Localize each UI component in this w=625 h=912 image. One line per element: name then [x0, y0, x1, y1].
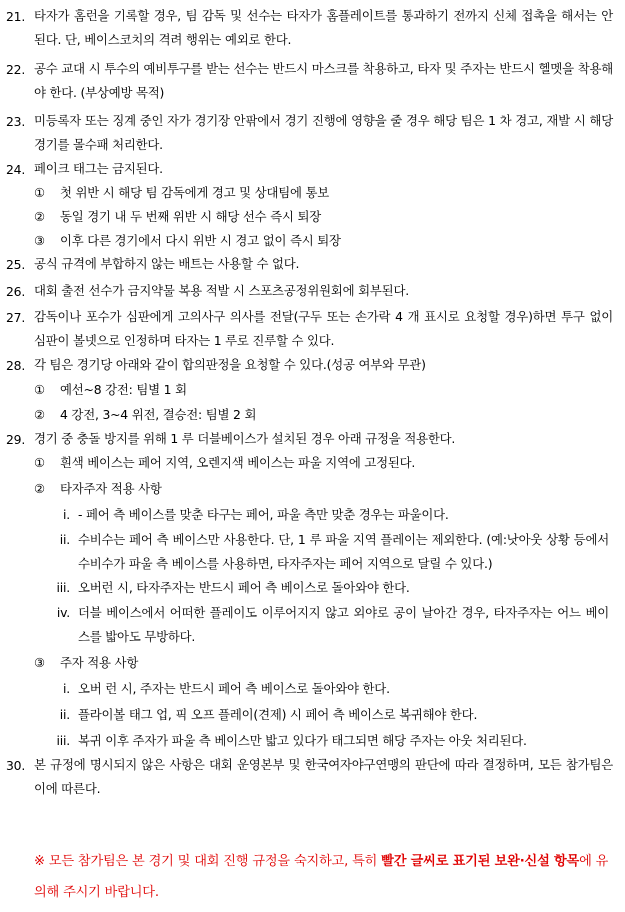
item-number-21: 21.: [6, 9, 26, 24]
item-text-30: 본 규정에 명시되지 않은 사항은 대회 운영본부 및 한국여자야구연맹의 판단에 따라 결정하며, 모든 참가팀은 이에 따른다.: [34, 757, 613, 796]
sub-mark-29-2: ②: [34, 481, 45, 496]
item-number-28: 28.: [6, 358, 26, 373]
sub-text-24-1: 첫 위반 시 해당 팀 감독에게 경고 및 상대팀에 통보: [60, 185, 330, 200]
item-text-25: 공식 규격에 부합하지 않는 배트는 사용할 수 없다.: [34, 256, 300, 271]
roman-mark-2-i: i.: [63, 507, 70, 522]
sub-mark-29-3: ③: [34, 655, 45, 670]
roman-text-3-iii: 복귀 이후 주자가 파울 측 베이스만 밟고 있다가 태그되면 해당 주자는 아웃 처리된다.: [78, 733, 527, 748]
item-number-22: 22.: [6, 62, 26, 77]
item-text-28: 각 팀은 경기당 아래와 같이 합의판정을 요청할 수 있다.(성공 여부와 무관): [34, 357, 426, 372]
item-number-24: 24.: [6, 162, 26, 177]
sub-text-29-1: 흰색 베이스는 페어 지역, 오렌지색 베이스는 파울 지역에 고정된다.: [60, 455, 416, 470]
sub-mark-28-2: ②: [34, 407, 45, 422]
item-number-23: 23.: [6, 114, 26, 129]
notice-text-start: ※ 모든 참가팀은 본 경기 및 대회 진행 규정을 숙지하고, 특히: [34, 854, 382, 869]
item-text-24: 페이크 태그는 금지된다.: [34, 161, 163, 176]
sub-mark-29-1: ①: [34, 455, 45, 470]
roman-mark-3-ii: ii.: [59, 707, 70, 722]
item-number-29: 29.: [6, 432, 26, 447]
item-text-21: 타자가 홈런을 기록할 경우, 팀 감독 및 선수는 타자가 홈플레이트를 통과하기 전까지 신체 접촉을 해서는 안 된다. 단, 베이스코치의 격려 행위는 예외로 한다.: [34, 8, 613, 47]
sub-mark-24-2: ②: [34, 209, 45, 224]
notice-highlight: 빨간 글씨로 표기된 보완·신설 항목: [381, 854, 580, 869]
roman-text-2-iii: 오버런 시, 타자주자는 반드시 페어 측 베이스로 돌아와야 한다.: [78, 580, 410, 595]
sub-text-29-3: 주자 적용 사항: [60, 655, 139, 670]
roman-text-2-i: - 페어 측 베이스를 맞춘 타구는 페어, 파울 측만 맞춘 경우는 파울이다.: [78, 507, 449, 522]
item-number-26: 26.: [6, 284, 26, 299]
roman-mark-2-iv: iv.: [56, 605, 70, 620]
roman-mark-2-iii: iii.: [56, 580, 70, 595]
sub-mark-28-1: ①: [34, 382, 45, 397]
sub-mark-24-3: ③: [34, 233, 45, 248]
item-number-30: 30.: [6, 758, 26, 773]
notice-paragraph: [34, 846, 611, 908]
notice-text-end: 에 유의해 주시기 바랍니다.: [34, 854, 609, 900]
item-text-27: 감독이나 포수가 심판에게 고의사구 의사를 전달(구두 또는 손가락 4 개 표시로 요청할 경우)하면 투구 없이 심판이 볼넷으로 인정하며 타자는 1 루로 진루할 수 있다.: [34, 309, 613, 348]
sub-text-28-2: 4 강전, 3~4 위전, 결승전: 팀별 2 회: [60, 407, 257, 422]
item-text-29: 경기 중 충돌 방지를 위해 1 루 더블베이스가 설치된 경우 아래 규정을 적용한다.: [34, 431, 456, 446]
sub-text-24-3: 이후 다른 경기에서 다시 위반 시 경고 없이 즉시 퇴장: [60, 233, 341, 248]
item-text-26: 대회 출전 선수가 금지약물 복용 적발 시 스포츠공정위원회에 회부된다.: [34, 283, 409, 298]
item-text-23: 미등록자 또는 징계 중인 자가 경기장 안팎에서 경기 진행에 영향을 줄 경우 해당 팀은 1 차 경고, 재발 시 해당 경기를 몰수패 처리한다.: [34, 113, 613, 152]
roman-mark-2-ii: ii.: [59, 532, 70, 547]
sub-text-24-2: 동일 경기 내 두 번째 위반 시 해당 선수 즉시 퇴장: [60, 209, 322, 224]
roman-text-3-ii: 플라이볼 태그 업, 픽 오프 플레이(견제) 시 페어 측 베이스로 복귀해야 한다.: [78, 707, 478, 722]
roman-mark-3-iii: iii.: [56, 733, 70, 748]
sub-text-28-1: 예선~8 강전: 팀별 1 회: [60, 382, 187, 397]
sub-mark-24-1: ①: [34, 185, 45, 200]
sub-text-29-2: 타자주자 적용 사항: [60, 481, 162, 496]
item-number-25: 25.: [6, 257, 26, 272]
roman-text-2-ii: 수비수는 페어 측 베이스만 사용한다. 단, 1 루 파울 지역 플레이는 제외한다. (예:낫아웃 상황 등에서 수비수가 파울 측 베이스를 사용하면, 타자주자는 페어 지역으로 달릴 수 있다.): [78, 532, 609, 571]
item-number-27: 27.: [6, 310, 26, 325]
roman-text-3-i: 오버 런 시, 주자는 반드시 페어 측 베이스로 돌아와야 한다.: [78, 681, 390, 696]
roman-text-2-iv: 더블 베이스에서 어떠한 플레이도 이루어지지 않고 외야로 공이 날아간 경우, 타자주자는 어느 베이스를 밟아도 무방하다.: [78, 605, 609, 644]
item-text-22: 공수 교대 시 투수의 예비투구를 받는 선수는 반드시 마스크를 착용하고, 타자 및 주자는 반드시 헬멧을 착용해야 한다. (부상예방 목적): [34, 61, 613, 100]
roman-mark-3-i: i.: [63, 681, 70, 696]
